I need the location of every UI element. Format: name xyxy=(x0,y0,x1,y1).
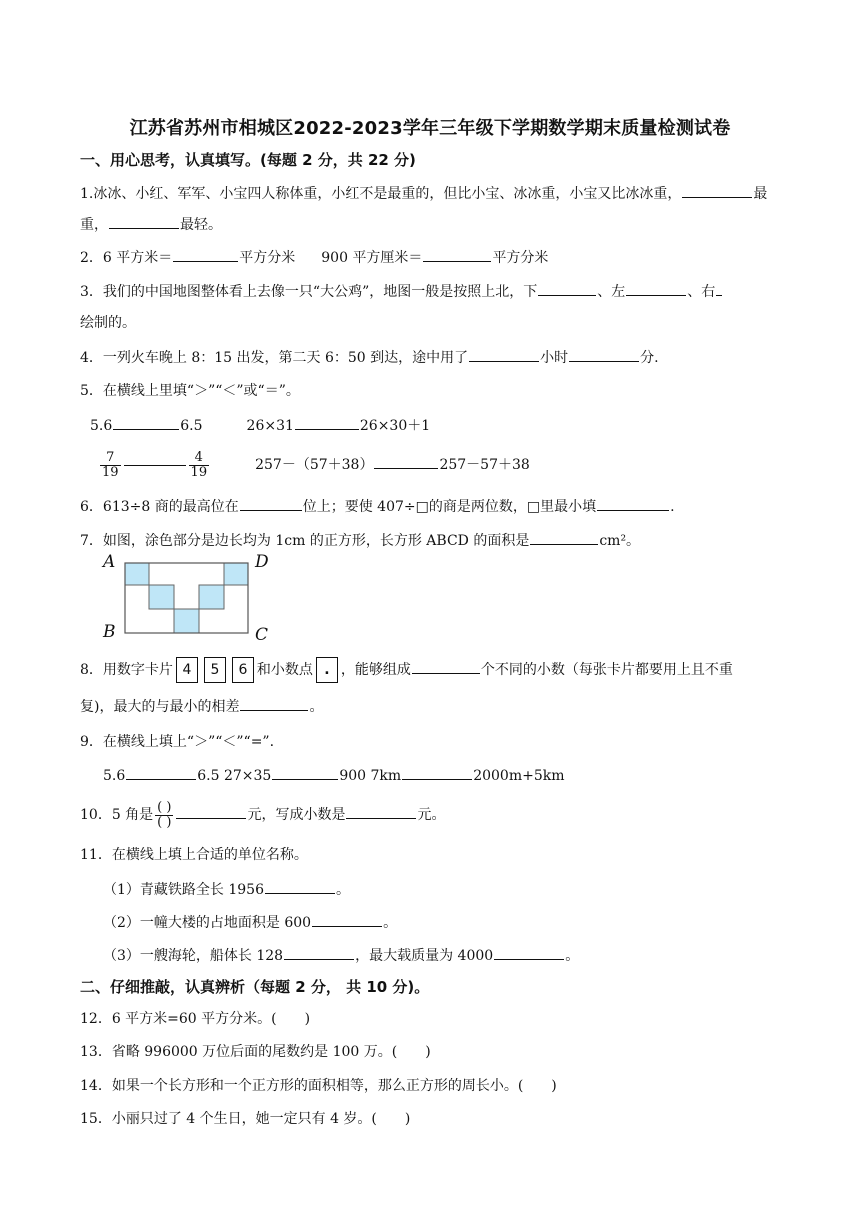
question-7 xyxy=(80,530,640,551)
q10-text: 元。 xyxy=(417,807,446,823)
shaded-square xyxy=(125,563,149,585)
q1-text: 最 xyxy=(753,186,768,202)
page-title: 江苏省苏州市相城区2022-2023学年三年级下学期数学期末质量检测试卷 xyxy=(129,118,731,139)
q8-text: 个不同的小数（每张卡片都要用上且不重 xyxy=(480,662,733,678)
q5-text: 26×30＋1 xyxy=(359,418,431,434)
grid-diagram xyxy=(100,552,280,647)
question-14: 14．如果一个长方形和一个正方形的面积相等，那么正方形的周长小。( ) xyxy=(80,1078,557,1094)
answer-blank[interactable] xyxy=(240,696,308,711)
section-2-heading: 二、仔细推敲，认真辨析（每题 2 分， 共 10 分)。 xyxy=(80,978,430,996)
q5-text: 6.5 xyxy=(180,418,203,434)
fraction xyxy=(100,451,121,480)
answer-blank[interactable] xyxy=(469,347,539,362)
answer-blank[interactable] xyxy=(284,945,354,960)
q3-text: 3．我们的中国地图整体看上去像一只“大公鸡”，地图一般是按照上北，下 xyxy=(80,284,538,300)
question-1-line2 xyxy=(80,214,222,235)
question-5-row1 xyxy=(90,415,430,436)
shaded-square xyxy=(224,563,248,585)
rectangle-figure xyxy=(100,552,280,647)
question-5-row2 xyxy=(98,449,530,481)
q2-text: 900 平方厘米＝ xyxy=(321,250,423,266)
fraction xyxy=(189,451,210,480)
answer-blank[interactable] xyxy=(374,454,438,469)
answer-blank[interactable] xyxy=(569,347,639,362)
q5-text: 257－（57＋38） xyxy=(255,457,374,473)
q5-text: 26×31 xyxy=(246,418,294,434)
answer-blank[interactable] xyxy=(272,765,338,780)
question-1-line1 xyxy=(80,183,767,204)
numerator: 4 xyxy=(189,451,210,466)
q6-text: 6．613÷8 商的最高位在 xyxy=(80,499,239,515)
label-c: C xyxy=(255,625,269,645)
q8-text: ，能够组成 xyxy=(340,662,411,678)
answer-blank[interactable] xyxy=(346,804,416,819)
digit-card-5: 5 xyxy=(204,657,226,683)
q3-text: 、左 xyxy=(597,284,626,300)
q1-text: 1.冰冰、小红、军军、小宝四人称体重，小红不是最重的，但比小宝、冰冰重，小宝又比冰冰重， xyxy=(80,186,682,202)
q8-text: 和小数点 xyxy=(256,662,313,678)
answer-blank[interactable] xyxy=(682,183,752,198)
q6-text: . xyxy=(670,499,675,515)
question-5: 5．在横线上里填“＞”“＜”或“＝”。 xyxy=(80,383,300,399)
q1-text: 最轻。 xyxy=(180,217,222,233)
question-11-part1 xyxy=(103,879,350,900)
question-12: 12．6 平方米=60 平方分米。( ) xyxy=(80,1011,311,1027)
label-a: A xyxy=(103,552,116,572)
q9-text: 6.5 27×35 xyxy=(197,768,272,784)
fraction-blank[interactable] xyxy=(155,801,173,830)
q11-text: 。 xyxy=(383,915,398,931)
q10-text: 元，写成小数是 xyxy=(247,807,346,823)
denominator: ( ) xyxy=(157,814,172,830)
q11-text: （1）青藏铁路全长 1956 xyxy=(103,882,264,898)
answer-blank[interactable] xyxy=(295,415,359,430)
q4-text: 4．一列火车晚上 8：15 出发，第二天 6：50 到达，途中用了 xyxy=(80,350,469,366)
answer-blank[interactable] xyxy=(173,247,238,262)
question-3-line2: 绘制的。 xyxy=(80,315,136,331)
shaded-square xyxy=(174,609,199,633)
question-6 xyxy=(80,496,675,517)
answer-blank[interactable] xyxy=(423,247,491,262)
q10-text: 10．5 角是 xyxy=(80,807,154,823)
decimal-point-card: . xyxy=(316,657,338,683)
question-13: 13．省略 996000 万位后面的尾数约是 100 万。( ) xyxy=(80,1044,431,1060)
q5-text: 257－57＋38 xyxy=(439,457,530,473)
answer-blank[interactable] xyxy=(626,281,686,296)
question-15: 15．小丽只过了 4 个生日，她一定只有 4 岁。( ) xyxy=(80,1111,411,1127)
answer-blank[interactable] xyxy=(113,415,179,430)
answer-blank[interactable] xyxy=(716,281,722,296)
question-11-part2 xyxy=(103,912,397,933)
answer-blank[interactable] xyxy=(530,530,598,545)
q2-text: 2．6 平方米＝ xyxy=(80,250,173,266)
digit-card-6: 6 xyxy=(232,657,254,683)
question-11-part3 xyxy=(103,945,579,966)
question-9-row xyxy=(103,765,565,786)
question-10 xyxy=(80,800,445,830)
shaded-square xyxy=(199,585,224,609)
answer-blank[interactable] xyxy=(412,659,480,674)
q11-text: （2）一幢大楼的占地面积是 600 xyxy=(103,915,312,931)
q8-text: 复)，最大的与最小的相差 xyxy=(80,699,240,715)
q6-text: 位上；要使 407÷□的商是两位数，□里最小填 xyxy=(302,499,597,515)
q7-text: cm²。 xyxy=(599,533,641,549)
q1-text: 重， xyxy=(80,217,108,233)
answer-blank[interactable] xyxy=(265,879,335,894)
q4-text: 分. xyxy=(640,350,659,366)
q11-text: 。 xyxy=(565,948,580,964)
question-4 xyxy=(80,347,659,368)
denominator: 19 xyxy=(190,464,208,480)
q7-text: 7．如图，涂色部分是边长均为 1cm 的正方形，长方形 ABCD 的面积是 xyxy=(80,533,530,549)
q11-text: （3）一艘海轮，船体长 128 xyxy=(103,948,284,964)
answer-blank[interactable] xyxy=(402,765,472,780)
answer-blank[interactable] xyxy=(124,464,186,466)
q9-text: 5.6 xyxy=(103,768,126,784)
question-3-line1 xyxy=(80,281,723,302)
answer-blank[interactable] xyxy=(126,765,196,780)
label-d: D xyxy=(255,552,269,572)
q9-text: 900 7km xyxy=(339,768,402,784)
q2-text: 平方分米 xyxy=(239,250,296,266)
answer-blank[interactable] xyxy=(312,912,382,927)
numerator: 7 xyxy=(100,451,121,466)
q3-text: 、右 xyxy=(687,284,716,300)
question-8-line1 xyxy=(80,656,733,684)
answer-blank[interactable] xyxy=(494,945,564,960)
q4-text: 小时 xyxy=(540,350,569,366)
digit-card-4: 4 xyxy=(176,657,198,683)
answer-blank[interactable] xyxy=(240,496,302,511)
denominator: 19 xyxy=(102,464,119,480)
q8-text: 8．用数字卡片 xyxy=(80,662,173,678)
q9-text: 2000m+5km xyxy=(473,768,565,784)
question-11: 11．在横线上填上合适的单位名称。 xyxy=(80,847,308,863)
answer-blank[interactable] xyxy=(109,214,179,229)
answer-blank[interactable] xyxy=(176,804,246,819)
q11-text: ，最大载质量为 4000 xyxy=(355,948,494,964)
shaded-square xyxy=(149,585,174,609)
q11-text: 。 xyxy=(336,882,350,898)
label-b: B xyxy=(103,622,116,642)
question-8-line2 xyxy=(80,696,323,717)
q5-text: 5.6 xyxy=(90,418,113,434)
question-9: 9．在横线上填上“＞”“＜”“=”. xyxy=(80,734,275,750)
q8-text: 。 xyxy=(309,699,324,715)
question-2 xyxy=(80,247,548,268)
answer-blank[interactable] xyxy=(538,281,596,296)
q2-text: 平方分米 xyxy=(492,250,549,266)
section-1-heading: 一、用心思考，认真填写。(每题 2 分，共 22 分) xyxy=(80,151,416,169)
numerator: ( ) xyxy=(157,799,172,815)
answer-blank[interactable] xyxy=(597,496,669,511)
